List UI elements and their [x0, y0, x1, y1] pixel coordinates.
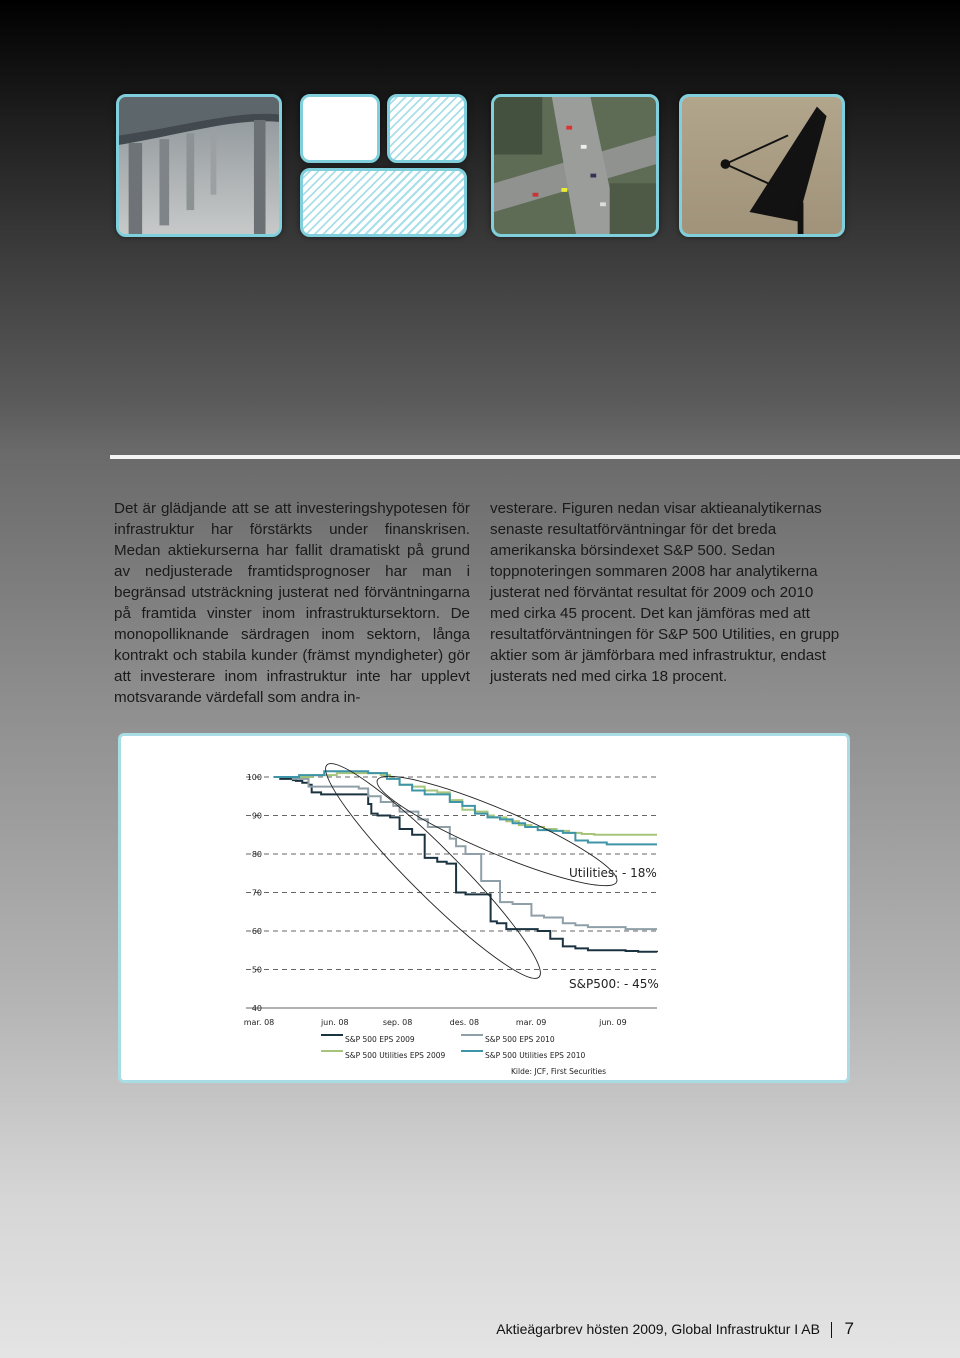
x-tick-label: jun. 09 — [599, 1018, 627, 1027]
series-line-1 — [274, 777, 657, 952]
x-tick-label: des. 08 — [449, 1018, 480, 1027]
section-divider — [110, 455, 960, 459]
series-line-4 — [274, 771, 657, 844]
eps-expectations-chart — [118, 733, 850, 1083]
footer-title: Aktieägarbrev hösten 2009, Global Infrastruktur I AB — [496, 1321, 820, 1337]
hatched-tile — [387, 94, 467, 163]
annotation-utilities: Utilities: - 18% — [569, 866, 657, 880]
y-tick-label-60: 60 — [251, 927, 262, 936]
highway-overpass-photo — [116, 94, 282, 237]
traffic-aerial-photo — [491, 94, 659, 237]
body-text-left-column: Det är glädjande att se att investeringshypotesen för infrastruktur har förstärkts under finanskrisen. Medan aktiekurserna har fallit dramatiskt på grund av nedjusterade framtidsprognoser har man i begränsad utsträckning justerat ned förväntningarna på framtida vinster inom infrastruktursektorn. De monopolliknande särdragen inom sektorn, långa kontrakt och stabila kunder (främst myndigheter) gör att investerare inom infrastruktur inte har upplevt motsvarande värdefall som andra in- — [114, 500, 470, 706]
series-line-2 — [274, 777, 657, 929]
legend-label-2: S&P 500 EPS 2010 — [485, 1035, 555, 1044]
y-tick-label-50: 50 — [251, 965, 262, 975]
annotation-sp500: S&P500: - 45% — [569, 977, 659, 991]
page-number: 7 — [844, 1319, 854, 1338]
legend-label-1: S&P 500 EPS 2009 — [345, 1035, 415, 1044]
legend-label-4: S&P 500 Utilities EPS 2010 — [485, 1051, 586, 1060]
y-tick-label-90: 90 — [251, 811, 262, 821]
x-tick-label: sep. 08 — [382, 1018, 413, 1027]
satellite-dish-photo — [679, 94, 845, 237]
y-tick-label-70: 70 — [251, 888, 262, 898]
series-line-3 — [274, 773, 657, 835]
x-tick-label: jun. 08 — [320, 1018, 349, 1027]
hatched-tile — [300, 168, 467, 237]
y-tick-label-100: 100 — [246, 773, 262, 782]
x-tick-label: mar. 08 — [243, 1018, 275, 1027]
y-tick-label-40: 40 — [251, 1004, 262, 1013]
chart-source: Kilde: JCF, First Securities — [511, 1067, 607, 1076]
y-tick-label-80: 80 — [251, 850, 262, 859]
chart-canvas — [121, 736, 847, 1080]
blank-tile — [300, 94, 380, 163]
footer-separator — [831, 1322, 832, 1338]
x-tick-label: mar. 09 — [515, 1018, 547, 1027]
body-text-right-column: vesterare. Figuren nedan visar aktieanalytikernas senaste resultatförväntningar för det breda amerikanska börsindexet S&P 500. Sedan toppnoteringen sommaren 2008 har analytikerna justerat ned förväntat resultat för 2009 och 2010 med cirka 45 procent. Det kan jämföras med att resultatförväntningen för S&P 500 Utilities, en grupp aktier som är jämförbara med infrastruktur, endast justerats ned med cirka 18 procent. — [490, 500, 840, 685]
legend-label-3: S&P 500 Utilities EPS 2009 — [345, 1051, 446, 1060]
